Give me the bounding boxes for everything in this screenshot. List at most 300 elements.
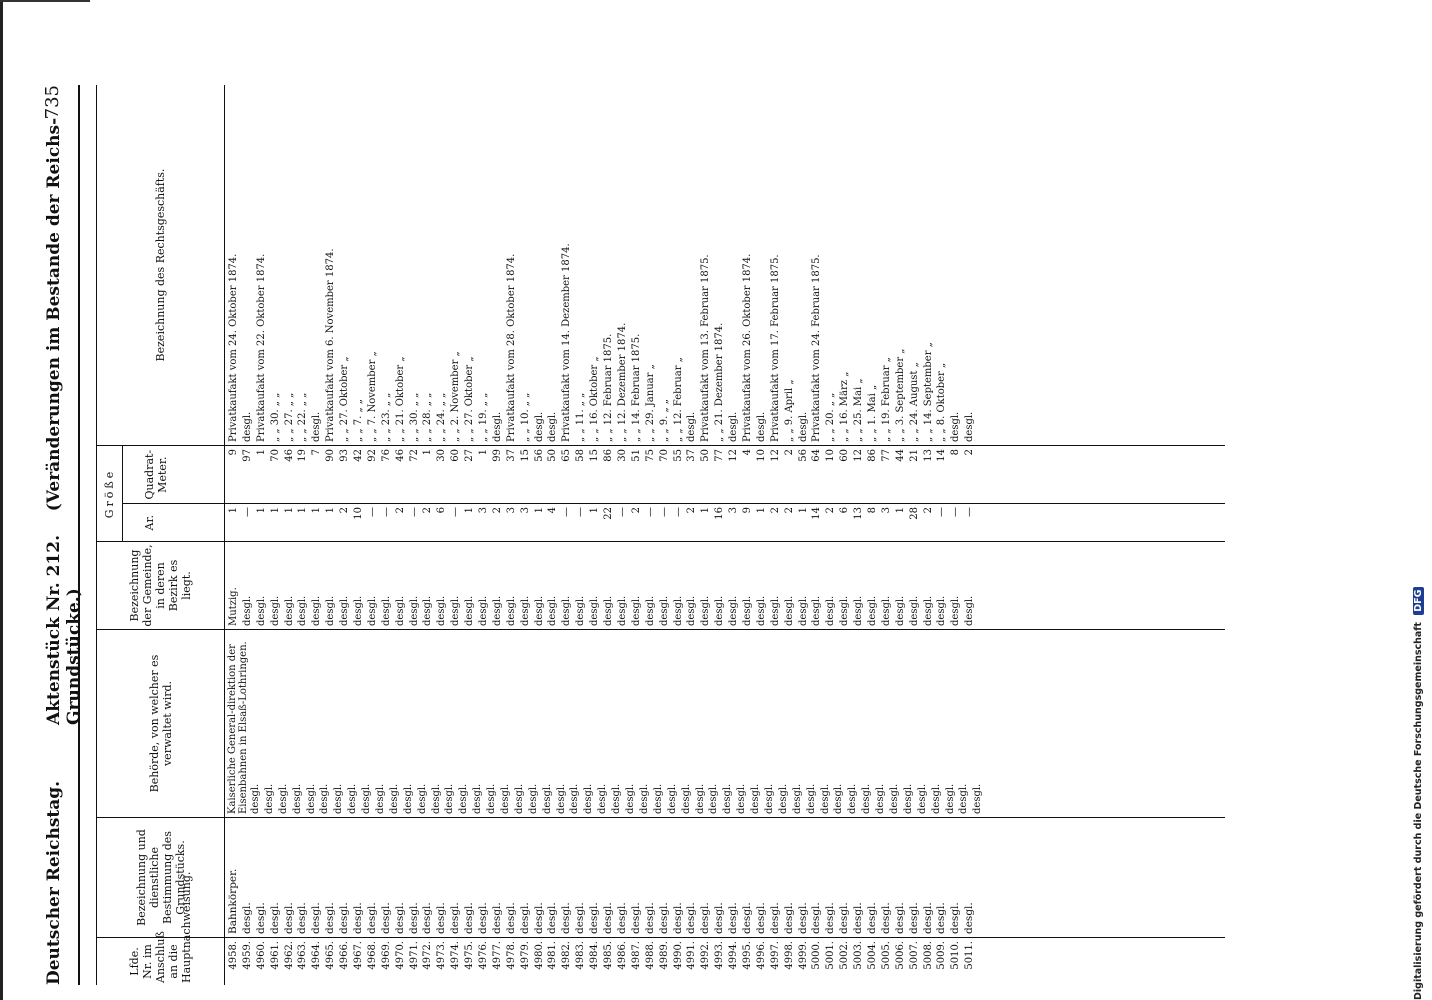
table-cell-gem: desgl. — [853, 595, 865, 626]
table-cell-beh: desgl. — [319, 783, 331, 814]
table-cell-beh: desgl. — [625, 783, 637, 814]
table-cell-beh: desgl. — [777, 783, 789, 814]
table-cell-bez: desgl. — [588, 902, 601, 934]
table-cell-gem: desgl. — [658, 595, 670, 626]
table-cell-rg: desgl. — [491, 411, 503, 442]
table-cell-bez: desgl. — [615, 902, 628, 934]
table-cell-rg: Privatkaufakt vom 24. Oktober 1874. — [228, 253, 239, 442]
table-cell-qm: 64 — [811, 449, 823, 462]
table-cell-nr: 4983. — [575, 941, 587, 970]
table-cell-ar: 1 — [700, 507, 712, 514]
table-cell-nr: 5004. — [866, 941, 878, 970]
table-cell-qm: 44 — [894, 449, 906, 462]
table-cell-ar: 2 — [394, 507, 406, 514]
document-number: Aktenstück Nr. 212. — [44, 534, 64, 725]
page-number: 735 — [42, 85, 63, 120]
table-cell-beh: desgl. — [583, 783, 595, 814]
table-cell-nr: 4991. — [686, 941, 698, 970]
table-cell-beh: desgl. — [402, 783, 414, 814]
table-cell-gem: desgl. — [450, 595, 462, 626]
table-cell-gem: desgl. — [672, 595, 684, 626]
table-cell-bez: desgl. — [754, 902, 767, 934]
table-cell-bez: desgl. — [449, 902, 462, 934]
table-cell-beh: desgl. — [361, 783, 373, 814]
table-cell-beh: desgl. — [277, 783, 289, 814]
table-cell-beh: desgl. — [611, 783, 623, 814]
table-cell-nr: 5000. — [811, 941, 823, 970]
table-cell-beh: desgl. — [388, 783, 400, 814]
table-cell-ar: — — [561, 507, 573, 517]
table-cell-beh: desgl. — [652, 783, 664, 814]
table-cell-nr: 4994. — [728, 941, 740, 970]
table-cell-rg: „ „ 27. „ „ — [283, 392, 295, 442]
table-cell-rg: „ „ 12. Dezember 1874. — [616, 322, 628, 442]
table-cell-beh: desgl. — [305, 783, 317, 814]
table-cell-bez: desgl. — [532, 902, 545, 934]
table-cell-nr: 5010. — [950, 941, 962, 970]
table-cell-rg: „ „ 30. „ „ — [269, 392, 281, 442]
table-cell-nr: 5005. — [880, 941, 892, 970]
table-cell-nr: 4980. — [533, 941, 545, 970]
table-cell-beh: desgl. — [888, 783, 900, 814]
table-cell-nr: 4958. — [228, 941, 239, 970]
table-cell-nr: 4992. — [700, 941, 712, 970]
table-cell-gem: desgl. — [950, 595, 962, 626]
table-cell-ar: 1 — [283, 507, 295, 514]
table-cell-gem: desgl. — [866, 595, 878, 626]
publisher-title: Deutscher Reichstag. — [44, 780, 64, 985]
table-cell-gem: desgl. — [936, 595, 948, 626]
table-cell-qm: 12 — [728, 449, 740, 462]
table-cell-qm: 42 — [353, 449, 365, 462]
table-cell-beh: desgl. — [791, 783, 803, 814]
table-cell-ar: 1 — [255, 507, 267, 514]
table-cell-ar: 2 — [686, 507, 698, 514]
table-cell-nr: 4988. — [644, 941, 656, 970]
table-cell-qm: 77 — [880, 449, 892, 462]
table-cell-qm: 10 — [825, 449, 837, 462]
table-cell-ar: 1 — [894, 507, 906, 514]
table-cell-gem: desgl. — [589, 595, 601, 626]
table-cell-nr: 4998. — [783, 941, 795, 970]
table-cell-rg: „ „ 27. Oktober „ — [339, 356, 351, 442]
table-cell-nr: 5009. — [936, 941, 948, 970]
table-cell-rg: desgl. — [547, 411, 559, 442]
table-cell-ar: 3 — [519, 507, 531, 514]
table-cell-bez: desgl. — [240, 902, 253, 934]
table-cell-gem: desgl. — [464, 595, 476, 626]
table-cell-rg: „ „ 2. November „ — [450, 351, 462, 442]
table-cell-ar: 9 — [741, 507, 753, 514]
table-cell-ar: 3 — [880, 507, 892, 514]
table-cell-gem: desgl. — [394, 595, 406, 626]
table-cell-gem: desgl. — [908, 595, 920, 626]
table-cell-rg: „ „ 20. „ „ — [825, 392, 837, 442]
table-cell-qm: 1 — [422, 449, 434, 456]
table-cell-beh: desgl. — [291, 783, 303, 814]
table-cell-rg: „ „ 21. Dezember 1874. — [714, 322, 726, 442]
table-cell-nr: 5011. — [964, 941, 976, 970]
table-cell-bez: desgl. — [629, 902, 642, 934]
table-cell-beh: desgl. — [347, 783, 359, 814]
table-cell-nr: 4978. — [505, 941, 517, 970]
table-cell-bez: desgl. — [407, 902, 420, 934]
table-cell-bez: desgl. — [768, 902, 781, 934]
document-subject: (Veränderungen im Bestande der Reichs-Grundstücke.) — [44, 117, 84, 725]
table-cell-gem: desgl. — [533, 595, 545, 626]
table-cell-gem: desgl. — [339, 595, 351, 626]
table-cell-rg: „ „ 21. Oktober „ — [394, 356, 406, 442]
table-cell-bez: desgl. — [435, 902, 448, 934]
table-cell-rg: „ „ 22. „ „ — [297, 392, 309, 442]
table-cell-nr: 5006. — [894, 941, 906, 970]
column-qm — [225, 445, 1225, 503]
table-cell-nr: 4971. — [408, 941, 420, 970]
table-cell-beh: desgl. — [416, 783, 428, 814]
dfg-logo: DFG — [1413, 587, 1424, 615]
table-cell-bez: desgl. — [893, 902, 906, 934]
table-cell-nr: 4960. — [255, 941, 267, 970]
table-cell-ar: 1 — [228, 507, 239, 514]
table-cell-nr: 4976. — [478, 941, 490, 970]
table-cell-ar: 1 — [269, 507, 281, 514]
table-cell-rg: desgl. — [241, 411, 253, 442]
table-cell-nr: 4972. — [422, 941, 434, 970]
table-cell-bez: desgl. — [490, 902, 503, 934]
table-cell-gem: desgl. — [325, 595, 337, 626]
table-cell-bez: desgl. — [963, 902, 976, 934]
table-cell-bez: desgl. — [838, 902, 851, 934]
table-cell-ar: — — [964, 507, 976, 517]
table-cell-bez: desgl. — [365, 902, 378, 934]
table-cell-rg: desgl. — [964, 411, 976, 442]
table-cell-bez: desgl. — [477, 902, 490, 934]
table-cell-qm: 9 — [228, 449, 239, 456]
table-cell-bez: desgl. — [643, 902, 656, 934]
table-cell-rg: Privatkaufakt vom 26. Oktober 1874. — [741, 253, 753, 442]
table-cell-bez: desgl. — [782, 902, 795, 934]
table-cell-gem: desgl. — [478, 595, 490, 626]
table-cell-rg: desgl. — [728, 411, 740, 442]
table-cell-rg: „ „ 30. „ „ — [408, 392, 420, 442]
table-cell-nr: 5008. — [922, 941, 934, 970]
table-cell-ar: — — [380, 507, 392, 517]
table-cell-qm: 15 — [519, 449, 531, 462]
table-cell-nr: 4961. — [269, 941, 281, 970]
table-cell-ar: 2 — [825, 507, 837, 514]
table-cell-qm: 19 — [297, 449, 309, 462]
table-cell-rg: „ „ 28. „ „ — [422, 392, 434, 442]
table-cell-ar: 4 — [547, 507, 559, 514]
table-cell-nr: 4966. — [339, 941, 351, 970]
table-cell-bez: desgl. — [852, 902, 865, 934]
table-cell-ar: 2 — [769, 507, 781, 514]
table-cell-nr: 5003. — [853, 941, 865, 970]
table-cell-rg: Privatkaufakt vom 24. Februar 1875. — [811, 254, 823, 442]
table-cell-ar: — — [936, 507, 948, 517]
table-cell-gem: desgl. — [769, 595, 781, 626]
table-cell-qm: 77 — [714, 449, 726, 462]
table-cell-gem: desgl. — [255, 595, 267, 626]
table-cell-beh: desgl. — [847, 783, 859, 814]
table-cell-qm: 37 — [686, 449, 698, 462]
col-header-size: Größe — [97, 446, 123, 541]
table-cell-bez: desgl. — [504, 902, 517, 934]
table-cell-ar: 14 — [811, 507, 823, 520]
table-cell-rg: desgl. — [797, 411, 809, 442]
table-cell-beh: desgl. — [569, 783, 581, 814]
table-cell-qm: 12 — [853, 449, 865, 462]
table-cell-nr: 4999. — [797, 941, 809, 970]
table-cell-bez: desgl. — [546, 902, 559, 934]
table-cell-ar: 1 — [589, 507, 601, 514]
table-cell-qm: 70 — [269, 449, 281, 462]
table-cell-qm: 75 — [644, 449, 656, 462]
table-cell-ar: — — [241, 507, 253, 517]
table-cell-nr: 4974. — [450, 941, 462, 970]
table-cell-nr: 4981. — [547, 941, 559, 970]
table-cell-qm: 60 — [839, 449, 851, 462]
table-cell-gem: desgl. — [755, 595, 767, 626]
table-cell-nr: 4963. — [297, 941, 309, 970]
table-cell-gem: desgl. — [741, 595, 753, 626]
table-cell-ar: — — [450, 507, 462, 517]
header-rule — [78, 85, 80, 985]
table-cell-qm: 97 — [241, 449, 253, 462]
table-cell-qm: 90 — [325, 449, 337, 462]
table-cell-ar: 6 — [436, 507, 448, 514]
table-cell-gem: desgl. — [269, 595, 281, 626]
table-cell-beh: desgl. — [597, 783, 609, 814]
table-cell-ar: 3 — [728, 507, 740, 514]
table-cell-qm: 56 — [797, 449, 809, 462]
table-cell-nr: 4977. — [491, 941, 503, 970]
table-cell-bez: desgl. — [518, 902, 531, 934]
table-cell-qm: 8 — [950, 449, 962, 456]
table-cell-gem: desgl. — [700, 595, 712, 626]
table-cell-gem: desgl. — [825, 595, 837, 626]
table-cell-rg: „ „ 7. „ „ — [353, 399, 365, 442]
table-cell-rg: desgl. — [533, 411, 545, 442]
property-table — [96, 85, 1225, 985]
table-cell-bez: desgl. — [796, 902, 809, 934]
table-cell-nr: 4987. — [630, 941, 642, 970]
table-cell-gem: desgl. — [408, 595, 420, 626]
table-cell-rg: „ „ 19. „ „ — [478, 392, 490, 442]
table-cell-qm: 1 — [255, 449, 267, 456]
table-cell-nr: 4986. — [616, 941, 628, 970]
table-cell-gem: desgl. — [728, 595, 740, 626]
table-cell-beh: desgl. — [430, 783, 442, 814]
table-cell-bez: desgl. — [935, 902, 948, 934]
table-cell-qm: 46 — [394, 449, 406, 462]
table-cell-rg: Privatkaufakt vom 22. Oktober 1874. — [255, 253, 267, 442]
table-cell-ar: 6 — [839, 507, 851, 514]
table-cell-bez: desgl. — [824, 902, 837, 934]
table-cell-gem: desgl. — [241, 595, 253, 626]
table-cell-ar: — — [658, 507, 670, 517]
table-cell-rg: Privatkaufakt vom 13. Februar 1875. — [700, 254, 712, 442]
column-transaction — [225, 85, 1225, 445]
table-cell-nr: 4965. — [325, 941, 337, 970]
table-cell-ar: 2 — [783, 507, 795, 514]
table-cell-beh: desgl. — [930, 783, 942, 814]
table-cell-beh: desgl. — [902, 783, 914, 814]
table-cell-bez: desgl. — [324, 902, 337, 934]
col-header-authority: Behörde, von welcher es verwaltet wird. — [97, 629, 224, 817]
size-subheaders — [123, 446, 224, 541]
table-cell-gem: desgl. — [353, 595, 365, 626]
table-body — [225, 85, 1225, 985]
table-cell-bez: desgl. — [949, 902, 962, 934]
table-cell-beh: desgl. — [666, 783, 678, 814]
table-cell-beh: desgl. — [513, 783, 525, 814]
table-cell-ar: — — [366, 507, 378, 517]
table-cell-gem: desgl. — [797, 595, 809, 626]
table-cell-gem: desgl. — [366, 595, 378, 626]
col-header-municipality: Bezeichnung der Gemeinde, in deren Bezirk es liegt. — [97, 541, 224, 629]
table-cell-ar: — — [575, 507, 587, 517]
table-cell-qm: 92 — [366, 449, 378, 462]
table-cell-nr: 4984. — [589, 941, 601, 970]
table-cell-rg: „ „ 9. „ „ — [658, 399, 670, 442]
table-cell-beh: desgl. — [500, 783, 512, 814]
table-cell-nr: 4970. — [394, 941, 406, 970]
table-cell-rg: „ „ 16. März „ — [839, 371, 851, 442]
table-cell-beh: desgl. — [472, 783, 484, 814]
table-cell-beh: desgl. — [819, 783, 831, 814]
col-header-nr: Lfde. Nr. im Anschluß an die Hauptnachweisung. — [97, 937, 224, 985]
table-cell-bez: desgl. — [296, 902, 309, 934]
table-cell-beh: desgl. — [444, 783, 456, 814]
table-cell-rg: „ „ 9. April „ — [783, 379, 795, 442]
table-cell-qm: 1 — [478, 449, 490, 456]
table-cell-rg: „ „ 8. Oktober „ — [936, 362, 948, 442]
table-cell-rg: „ „ 14. Februar 1875. — [630, 333, 642, 442]
column-municipality — [225, 541, 1225, 629]
table-cell-ar: 1 — [533, 507, 545, 514]
table-cell-gem: desgl. — [811, 595, 823, 626]
table-cell-qm: 46 — [283, 449, 295, 462]
table-cell-bez: desgl. — [657, 902, 670, 934]
table-cell-rg: „ „ 24. „ „ — [436, 392, 448, 442]
table-cell-bez: desgl. — [602, 902, 615, 934]
table-cell-rg: Privatkaufakt vom 17. Februar 1875. — [769, 254, 781, 442]
table-cell-beh: desgl. — [638, 783, 650, 814]
table-cell-bez: desgl. — [310, 902, 323, 934]
table-cell-rg: „ „ 19. Februar „ — [880, 357, 892, 442]
table-cell-bez: desgl. — [810, 902, 823, 934]
table-cell-gem: desgl. — [686, 595, 698, 626]
table-cell-bez: desgl. — [393, 902, 406, 934]
table-cell-rg: „ „ 12. Februar 1875. — [603, 333, 615, 442]
table-cell-nr: 5001. — [825, 941, 837, 970]
table-cell-ar: 1 — [755, 507, 767, 514]
table-cell-beh: Kaiserliche General-direktion der Eisenbahnen in Elsaß-Lothringen. — [227, 641, 249, 814]
table-cell-qm: 50 — [700, 449, 712, 462]
table-cell-nr: 4969. — [380, 941, 392, 970]
table-cell-gem: desgl. — [575, 595, 587, 626]
table-cell-nr: 4962. — [283, 941, 295, 970]
table-cell-rg: Privatkaufakt vom 14. Dezember 1874. — [561, 243, 573, 442]
table-cell-beh: desgl. — [250, 783, 261, 814]
table-cell-beh: desgl. — [861, 783, 873, 814]
table-cell-qm: 86 — [603, 449, 615, 462]
table-cell-bez: desgl. — [352, 902, 365, 934]
table-cell-beh: desgl. — [458, 783, 470, 814]
table-cell-ar: 3 — [478, 507, 490, 514]
table-cell-nr: 4995. — [741, 941, 753, 970]
table-cell-beh: desgl. — [972, 783, 984, 814]
table-cell-rg: desgl. — [686, 411, 698, 442]
table-cell-rg: „ „ 14. September „ — [922, 342, 934, 442]
table-cell-rg: „ „ 25. Mai „ — [853, 378, 865, 442]
table-cell-beh: desgl. — [708, 783, 720, 814]
table-cell-bez: desgl. — [560, 902, 573, 934]
table-cell-ar: 2 — [339, 507, 351, 514]
table-cell-rg: desgl. — [311, 411, 323, 442]
table-cell-bez: desgl. — [879, 902, 892, 934]
table-cell-qm: 37 — [505, 449, 517, 462]
table-cell-nr: 4997. — [769, 941, 781, 970]
table-cell-qm: 50 — [547, 449, 559, 462]
table-cell-rg: Privatkaufakt vom 28. Oktober 1874. — [505, 253, 517, 442]
table-cell-beh: desgl. — [958, 783, 970, 814]
table-cell-bez: desgl. — [338, 902, 351, 934]
table-cell-qm: 70 — [658, 449, 670, 462]
table-cell-ar: 2 — [422, 507, 434, 514]
table-cell-rg: „ „ 12. Februar „ — [672, 357, 684, 442]
table-cell-ar: 22 — [603, 507, 615, 520]
table-cell-gem: desgl. — [922, 595, 934, 626]
table-cell-nr: 4982. — [561, 941, 573, 970]
table-cell-gem: desgl. — [630, 595, 642, 626]
table-cell-bez: desgl. — [740, 902, 753, 934]
table-cell-bez: desgl. — [713, 902, 726, 934]
table-cell-rg: „ „ 24. August „ — [908, 362, 920, 442]
table-cell-bez: desgl. — [671, 902, 684, 934]
table-cell-gem: desgl. — [783, 595, 795, 626]
table-cell-bez: desgl. — [727, 902, 740, 934]
table-cell-qm: 2 — [964, 449, 976, 456]
col-header-transaction: Bezeichnung des Rechtsgeschäfts. — [154, 168, 167, 362]
table-cell-nr: 4985. — [603, 941, 615, 970]
table-cell-beh: desgl. — [555, 783, 567, 814]
table-cell-qm: 65 — [561, 449, 573, 462]
table-cell-rg: „ „ 3. September „ — [894, 348, 906, 442]
table-cell-qm: 2 — [783, 449, 795, 456]
table-cell-gem: desgl. — [644, 595, 656, 626]
col-header-size-group — [97, 445, 224, 541]
table-cell-gem: desgl. — [839, 595, 851, 626]
table-cell-gem: desgl. — [297, 595, 309, 626]
table-cell-bez: Bahnkörper. — [227, 868, 239, 934]
table-cell-beh: desgl. — [722, 783, 734, 814]
table-cell-qm: 55 — [672, 449, 684, 462]
table-cell-bez: desgl. — [379, 902, 392, 934]
table-cell-nr: 4990. — [672, 941, 684, 970]
table-cell-gem: desgl. — [894, 595, 906, 626]
table-cell-rg: Privatkaufakt vom 6. November 1874. — [325, 248, 337, 442]
table-cell-qm: 56 — [533, 449, 545, 462]
table-cell-ar: 13 — [853, 507, 865, 520]
table-cell-nr: 4964. — [311, 941, 323, 970]
table-cell-qm: 7 — [311, 449, 323, 456]
table-cell-gem: desgl. — [311, 595, 323, 626]
table-cell-beh: desgl. — [486, 783, 498, 814]
col-header-designation: Bezeichnung und dienstliche Bestimmung des Grundstücks. — [97, 817, 224, 937]
table-cell-beh: desgl. — [875, 783, 887, 814]
